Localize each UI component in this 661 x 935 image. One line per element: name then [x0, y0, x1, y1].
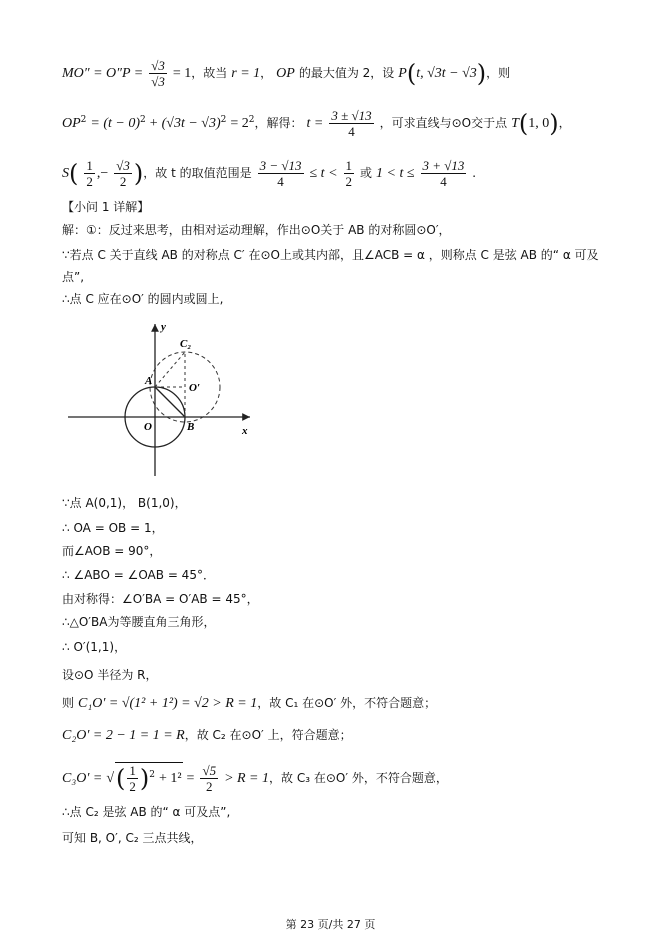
solution-line-16: 设⊙O 半径为 R，	[62, 668, 158, 682]
label-y: y	[161, 321, 166, 333]
solution-line-7: 点”,	[62, 270, 85, 284]
coordinate-figure	[62, 318, 262, 483]
fraction-t-solution: $\frac{3 \pm √13}{4}$	[331, 108, 372, 139]
fraction-half: $\frac{1}{2}$	[86, 158, 93, 189]
solution-line-5: 解：①：反过来思考，由相对运动理解，作出⊙O关于 AB 的对称圆⊙O′，	[62, 223, 451, 237]
solution-line-11: 而∠AOB = 90°，	[62, 544, 162, 558]
solution-line-12: ∴ ∠ABO = ∠OAB = 45°．	[62, 568, 215, 582]
solution-line-21: 可知 B, O′, C₂ 三点共线，	[62, 831, 203, 845]
label-c2: C₂	[180, 338, 192, 350]
solution-line-9: ∵点 A(0,1)， B(1,0)，	[62, 496, 187, 510]
label-a: A	[145, 375, 153, 387]
fraction-sqrt3-over-sqrt3: $\frac{√3}{√3}$	[151, 58, 165, 89]
solution-line-15: ∴ O′(1,1)，	[62, 640, 127, 654]
fraction-sqrt5-over-2: $\frac{√5}{2}$	[202, 763, 217, 794]
label-o-prime: O′	[189, 382, 201, 394]
solution-line-13: 由对称得：∠O′BA = O′AB = 45°，	[62, 592, 259, 606]
solution-line-3: S( $\frac{1}{2}$ ,− $\frac{√3}{2}$ )，故 t 的取值范围是 $\frac{3 - √13}{4}$ ≤ t < $\frac{1}{2}$ 或 1 < t ≤ $\frac{3 + √13}{4}$ .	[62, 158, 476, 189]
segment-a-c2	[155, 352, 185, 387]
solution-line-18: C₂O′ = 2 − 1 = 1 = R，故 C₂ 在⊙O′ 上，符合题意；	[62, 728, 352, 743]
solution-line-2: $OP^2 = (t - 0)^2 + (√3t - √3)^2 = 2^2$，解得： t = $\frac{3 \pm √13}{4}$ ，可求直线与⊙O交于点 T(1, 0)，	[62, 108, 571, 139]
section-heading: 【小问 1 详解】	[62, 200, 150, 214]
fraction-inner-half: $\frac{1}{2}$	[129, 763, 136, 794]
label-x: x	[242, 425, 248, 437]
solution-line-20: ∴点 C₂ 是弦 AB 的“ α 可及点”,	[62, 805, 231, 819]
expr-mo-op: MO″ = O″P =	[62, 66, 144, 81]
label-b: B	[187, 421, 195, 433]
solution-line-10: ∴ OA = OB = 1，	[62, 521, 164, 535]
fraction-lower-bound: $\frac{3 - √13}{4}$	[259, 158, 302, 189]
solution-line-6: ∵若点 C 关于直线 AB 的对称点 C′ 在⊙O上或其内部，且∠ACB = α ，则称点 C 是弦 AB 的“ α 可及	[62, 248, 599, 262]
sqrt-expression: ( $\frac{1}{2}$ )$^2$ + 1²	[116, 763, 182, 794]
solution-line-1: MO″ = O″P = $\frac{√3}{√3}$ = 1，故当 r = 1， OP 的最大值为 2，设 P(t, √3t − √3)，则	[62, 58, 511, 89]
solution-line-8: ∴点 C 应在⊙O′ 的圆内或圆上,	[62, 292, 224, 306]
page-footer: 第 23 页/共 27 页	[285, 918, 376, 931]
fraction-upper-bound: $\frac{3 + √13}{4}$	[422, 158, 465, 189]
solution-line-17: 则 C₁O′ = √(1² + 1²) = √2 > R = 1，故 C₁ 在⊙O′ 外，不符合题意；	[62, 696, 437, 711]
solution-line-14: ∴△O′BA为等腰直角三角形，	[62, 615, 216, 629]
label-o: O	[144, 421, 152, 433]
fraction-upper-half: $\frac{1}{2}$	[345, 158, 353, 189]
fraction-sqrt3-over-2: $\frac{√3}{2}$	[116, 158, 130, 189]
solution-line-19: C₃O′ = √( $\frac{1}{2}$ )$^2$ + 1² = $\frac{√5}{2}$ > R = 1，故 C₃ 在⊙O′ 外，不符合题意，	[62, 763, 448, 794]
